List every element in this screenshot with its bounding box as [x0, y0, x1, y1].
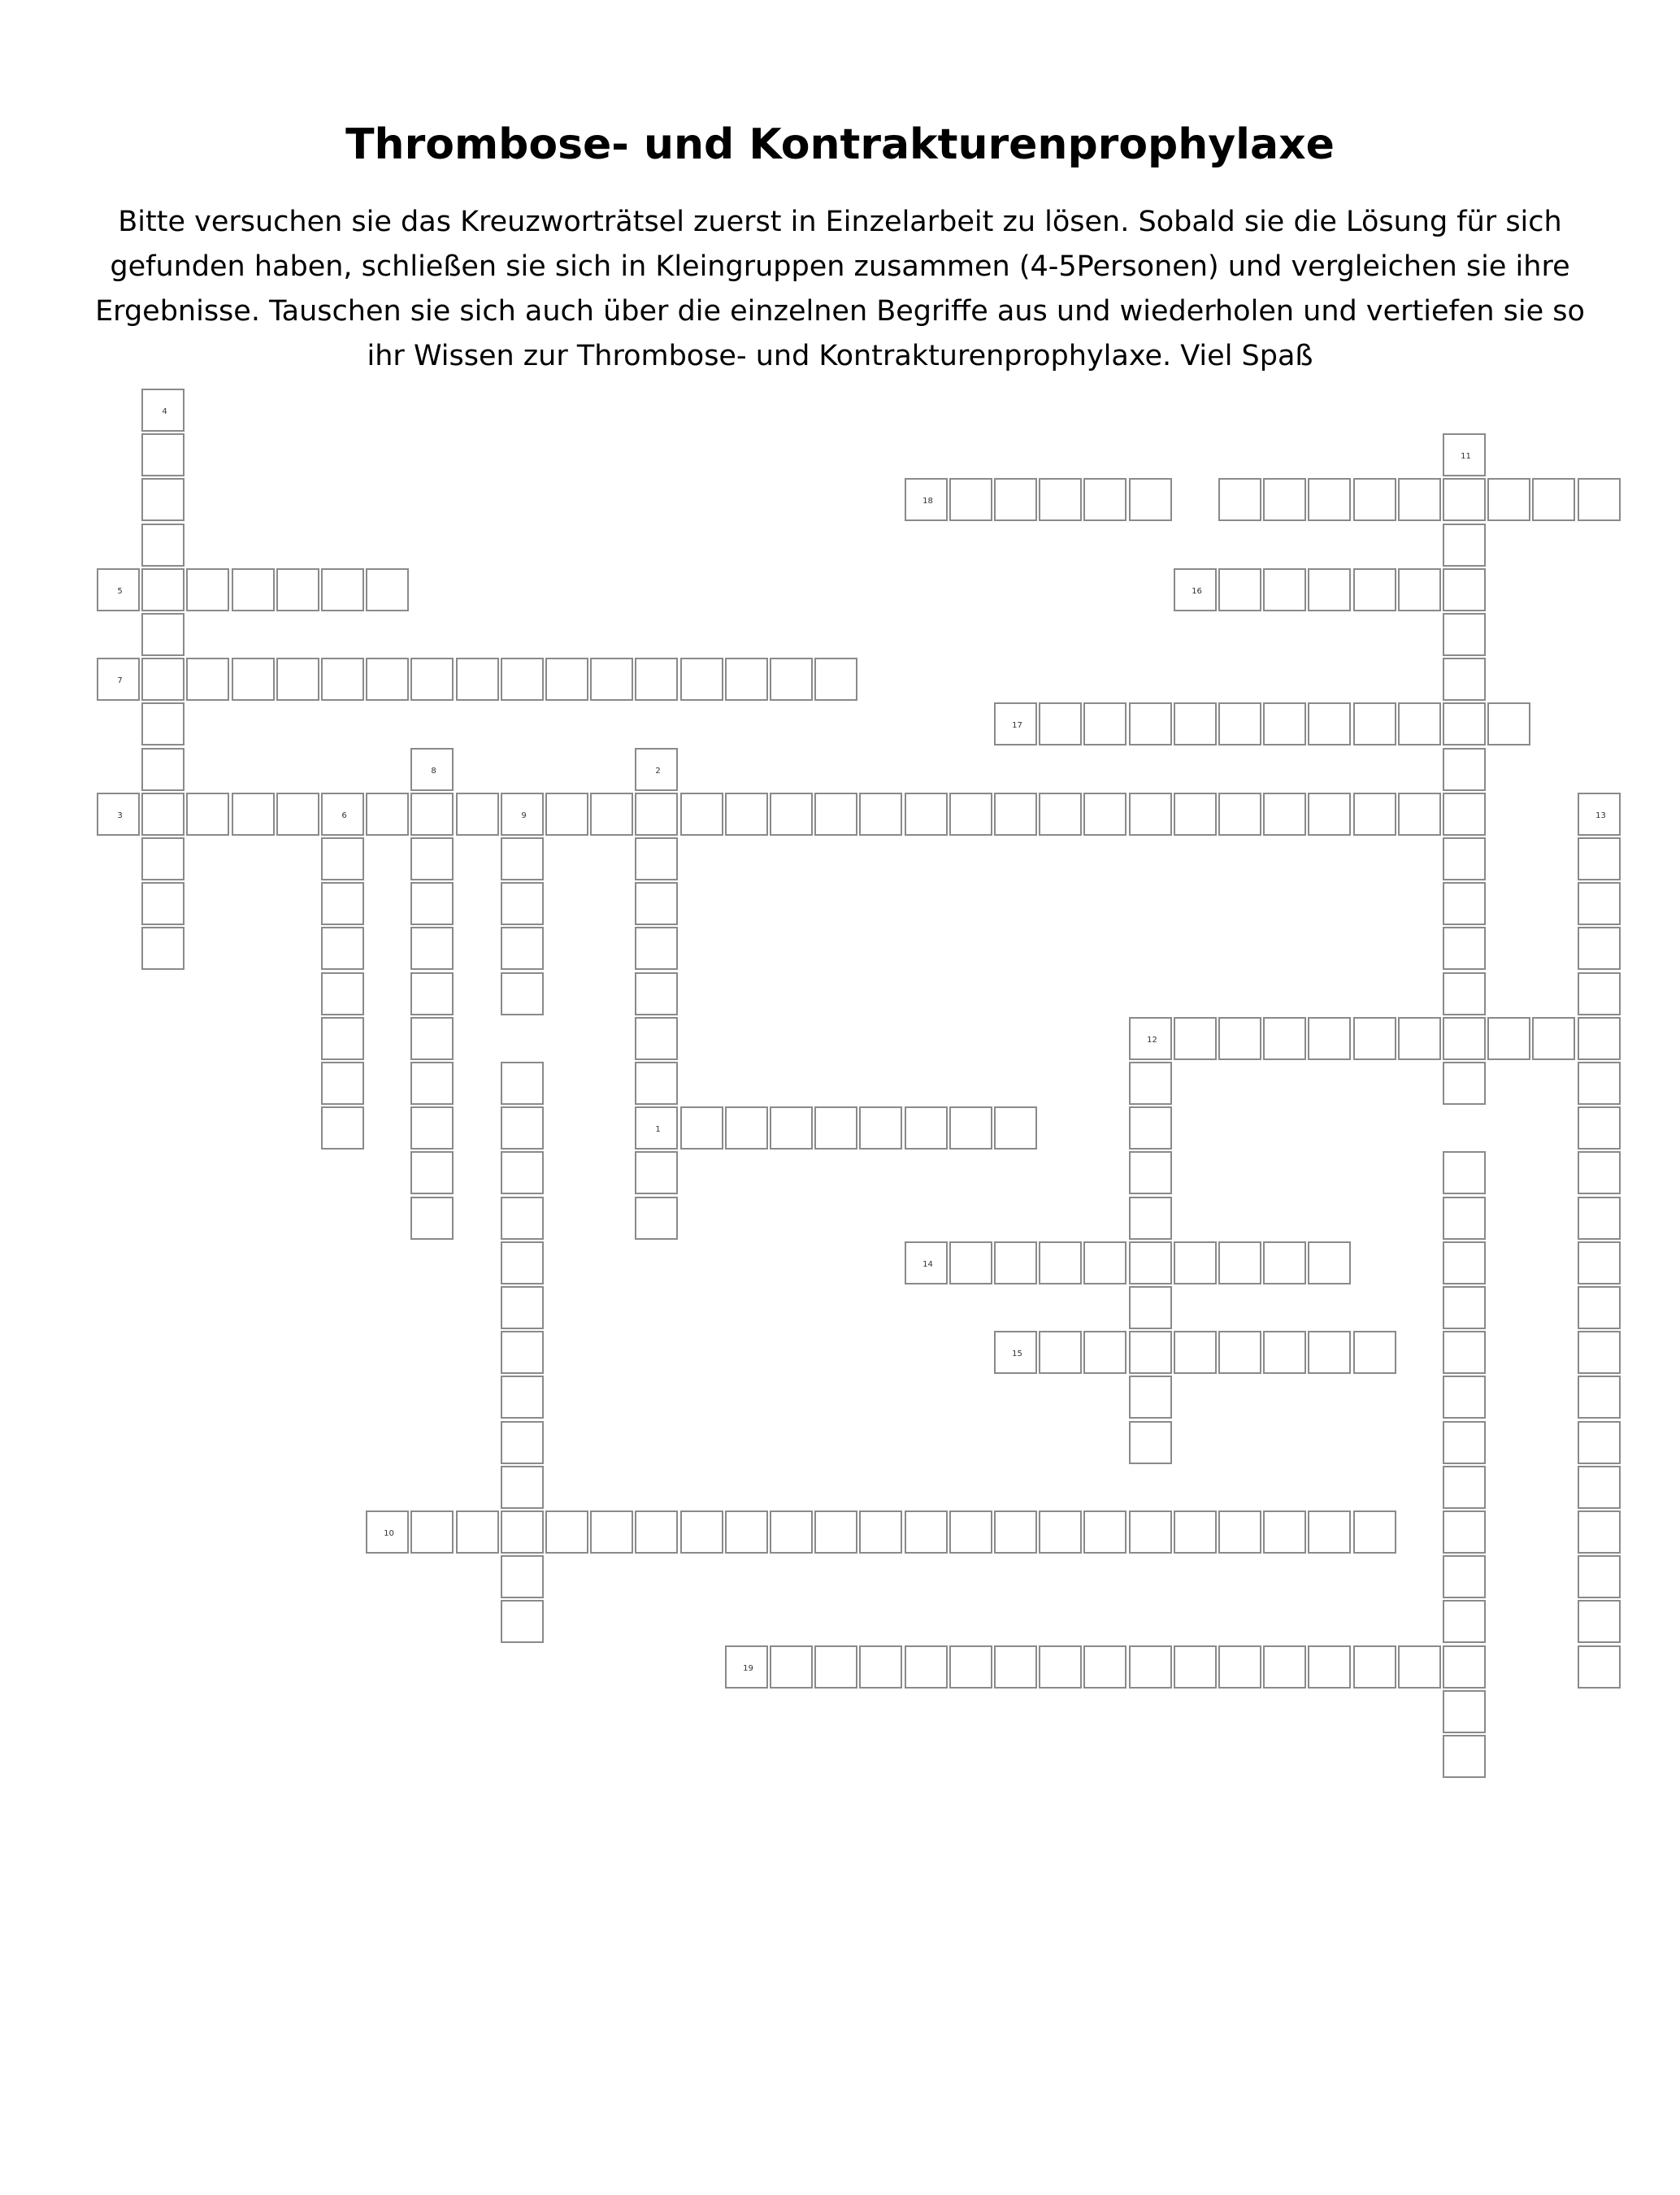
crossword-cell[interactable]: [1443, 433, 1486, 476]
crossword-cell[interactable]: [1443, 748, 1486, 791]
crossword-cell[interactable]: [321, 1106, 364, 1150]
crossword-cell[interactable]: [1353, 478, 1396, 521]
clue-number: 3: [117, 811, 123, 820]
crossword-cell[interactable]: [1129, 1286, 1172, 1329]
crossword-cell[interactable]: [1443, 1376, 1486, 1419]
crossword-cell[interactable]: [1578, 837, 1621, 880]
crossword-cell[interactable]: [1174, 1241, 1217, 1284]
crossword-cell[interactable]: [635, 882, 678, 925]
crossword-cell[interactable]: [1174, 1645, 1217, 1689]
crossword-cell[interactable]: [1578, 1645, 1621, 1689]
crossword-cell[interactable]: [1039, 478, 1082, 521]
crossword-cell[interactable]: [1129, 1106, 1172, 1150]
crossword-cell[interactable]: [1174, 793, 1217, 836]
crossword-cell[interactable]: [1578, 1376, 1621, 1419]
crossword-cell[interactable]: [410, 1106, 454, 1150]
crossword-cell[interactable]: [141, 748, 184, 791]
crossword-cell[interactable]: [141, 658, 184, 701]
crossword-cell[interactable]: [905, 1510, 948, 1554]
crossword-cell[interactable]: [1308, 478, 1351, 521]
crossword-cell[interactable]: [410, 882, 454, 925]
crossword-cell[interactable]: [276, 658, 319, 701]
crossword-cell[interactable]: [590, 658, 633, 701]
crossword-cell[interactable]: [1039, 1241, 1082, 1284]
crossword-cell[interactable]: [141, 389, 184, 432]
crossword-cell[interactable]: [1443, 1510, 1486, 1554]
crossword-cell[interactable]: [1578, 1466, 1621, 1509]
crossword-cell[interactable]: [1129, 1645, 1172, 1689]
crossword-cell[interactable]: [410, 1017, 454, 1060]
crossword-cell[interactable]: [725, 1106, 768, 1150]
crossword-cell[interactable]: [1443, 1197, 1486, 1240]
crossword-cell[interactable]: [456, 793, 499, 836]
crossword-cell[interactable]: [1129, 1017, 1172, 1060]
crossword-cell[interactable]: [1353, 1510, 1396, 1554]
crossword-cell[interactable]: [410, 658, 454, 701]
clue-number: 19: [743, 1664, 753, 1673]
crossword-cell[interactable]: [321, 882, 364, 925]
crossword-cell[interactable]: [1263, 1331, 1306, 1374]
crossword-cell[interactable]: [1218, 793, 1261, 836]
crossword-cell[interactable]: [949, 1510, 992, 1554]
crossword-cell[interactable]: [1083, 1241, 1127, 1284]
crossword-cell[interactable]: [1129, 793, 1172, 836]
crossword-cell[interactable]: [1353, 568, 1396, 611]
crossword-cell[interactable]: [1443, 1062, 1486, 1105]
crossword-cell[interactable]: [1443, 478, 1486, 521]
crossword-cell[interactable]: [456, 1510, 499, 1554]
crossword-cell[interactable]: [814, 793, 857, 836]
crossword-cell[interactable]: [1578, 478, 1621, 521]
crossword-cell[interactable]: [680, 1106, 723, 1150]
crossword-cell[interactable]: [1129, 1376, 1172, 1419]
crossword-cell[interactable]: [1083, 1645, 1127, 1689]
crossword-cell[interactable]: [1083, 793, 1127, 836]
clue-number: 8: [431, 767, 436, 776]
crossword-cell[interactable]: [1129, 478, 1172, 521]
clue-number: 18: [922, 497, 933, 506]
crossword-cell[interactable]: [501, 1286, 544, 1329]
crossword-cell[interactable]: [1578, 1555, 1621, 1598]
crossword-cell[interactable]: [410, 1510, 454, 1554]
crossword-cell[interactable]: [814, 658, 857, 701]
crossword-cell[interactable]: [501, 1106, 544, 1150]
crossword-cell[interactable]: [410, 927, 454, 970]
crossword-cell[interactable]: [501, 972, 544, 1015]
crossword-cell[interactable]: [859, 793, 902, 836]
crossword-cell[interactable]: [905, 1241, 948, 1284]
crossword-cell[interactable]: [635, 972, 678, 1015]
clue-number: 16: [1192, 587, 1202, 596]
crossword-cell[interactable]: [1443, 1421, 1486, 1464]
crossword-cell[interactable]: [1039, 793, 1082, 836]
crossword-cell[interactable]: [501, 793, 544, 836]
crossword-cell[interactable]: [1218, 1510, 1261, 1554]
crossword-cell[interactable]: [321, 568, 364, 611]
crossword-cell[interactable]: [545, 793, 588, 836]
crossword-cell[interactable]: [680, 658, 723, 701]
crossword-cell[interactable]: [994, 793, 1037, 836]
crossword-cell[interactable]: [1443, 1241, 1486, 1284]
crossword-cell[interactable]: [232, 658, 275, 701]
crossword-cell[interactable]: [276, 793, 319, 836]
crossword-cell[interactable]: [1129, 1421, 1172, 1464]
crossword-cell[interactable]: [501, 882, 544, 925]
crossword-cell[interactable]: [635, 658, 678, 701]
crossword-cell[interactable]: [859, 1510, 902, 1554]
crossword-cell[interactable]: [949, 1241, 992, 1284]
crossword-cell[interactable]: [501, 1421, 544, 1464]
crossword-cell[interactable]: [1039, 1645, 1082, 1689]
crossword-cell[interactable]: [141, 524, 184, 567]
crossword-cell[interactable]: [545, 658, 588, 701]
crossword-cell[interactable]: [97, 793, 140, 836]
crossword-cell[interactable]: [949, 1645, 992, 1689]
clue-number: 10: [384, 1529, 394, 1538]
crossword-cell[interactable]: [994, 1510, 1037, 1554]
crossword-cell[interactable]: [366, 1510, 409, 1554]
crossword-cell[interactable]: [1174, 1510, 1217, 1554]
crossword-cell[interactable]: [1263, 793, 1306, 836]
crossword-cell[interactable]: [1443, 1690, 1486, 1733]
page-title: Thrombose- und Kontrakturenprophylaxe: [345, 120, 1335, 169]
crossword-cell[interactable]: [994, 702, 1037, 745]
crossword-cell[interactable]: [141, 837, 184, 880]
crossword-cell[interactable]: [1578, 1331, 1621, 1374]
crossword-cell[interactable]: [905, 1645, 948, 1689]
crossword-cell[interactable]: [1443, 1555, 1486, 1598]
crossword-cell[interactable]: [1578, 1241, 1621, 1284]
crossword-cell[interactable]: [1174, 702, 1217, 745]
crossword-cell[interactable]: [545, 1510, 588, 1554]
crossword-cell[interactable]: [1308, 793, 1351, 836]
crossword-cell[interactable]: [635, 1062, 678, 1105]
crossword-cell[interactable]: [1487, 478, 1530, 521]
crossword-cell[interactable]: [590, 793, 633, 836]
clue-number: 14: [922, 1260, 933, 1269]
crossword-cell[interactable]: [1129, 1197, 1172, 1240]
crossword-cell[interactable]: [725, 658, 768, 701]
crossword-cell[interactable]: [410, 748, 454, 791]
clue-number: 7: [117, 676, 123, 685]
crossword-cell[interactable]: [1039, 1510, 1082, 1554]
crossword-cell[interactable]: [1578, 1421, 1621, 1464]
crossword-cell[interactable]: [1308, 702, 1351, 745]
crossword-cell[interactable]: [1443, 927, 1486, 970]
clue-number: 17: [1012, 721, 1022, 730]
crossword-cell[interactable]: [1532, 478, 1575, 521]
crossword-cell[interactable]: [994, 1645, 1037, 1689]
crossword-cell[interactable]: [1578, 972, 1621, 1015]
crossword-cell[interactable]: [680, 1510, 723, 1554]
crossword-cell[interactable]: [1263, 702, 1306, 745]
crossword-cell[interactable]: [1129, 1331, 1172, 1374]
crossword-cell[interactable]: [232, 568, 275, 611]
crossword-cell[interactable]: [1129, 1510, 1172, 1554]
crossword-cell[interactable]: [635, 1510, 678, 1554]
crossword-cell[interactable]: [1578, 1062, 1621, 1105]
crossword-cell[interactable]: [141, 613, 184, 656]
crossword-cell[interactable]: [1083, 478, 1127, 521]
crossword-cell[interactable]: [814, 1106, 857, 1150]
crossword-cell[interactable]: [635, 837, 678, 880]
crossword-cell[interactable]: [1487, 702, 1530, 745]
crossword-cell[interactable]: [1083, 702, 1127, 745]
crossword-cell[interactable]: [141, 568, 184, 611]
crossword-cell[interactable]: [1308, 1017, 1351, 1060]
crossword-cell[interactable]: [366, 793, 409, 836]
crossword-cell[interactable]: [1129, 1062, 1172, 1105]
crossword-cell[interactable]: [635, 1017, 678, 1060]
crossword-cell[interactable]: [1263, 1017, 1306, 1060]
crossword-cell[interactable]: [410, 972, 454, 1015]
crossword-cell[interactable]: [1578, 927, 1621, 970]
crossword-cell[interactable]: [410, 1062, 454, 1105]
crossword-cell[interactable]: [1218, 568, 1261, 611]
crossword-cell[interactable]: [949, 793, 992, 836]
crossword-cell[interactable]: [635, 927, 678, 970]
crossword-cell[interactable]: [1353, 1017, 1396, 1060]
crossword-cell[interactable]: [590, 1510, 633, 1554]
crossword-cell[interactable]: [501, 1600, 544, 1643]
crossword-cell[interactable]: [1443, 702, 1486, 745]
crossword-cell[interactable]: [1398, 1017, 1441, 1060]
clue-number: 11: [1461, 452, 1471, 461]
crossword-cell[interactable]: [410, 1151, 454, 1194]
crossword-cell[interactable]: [1308, 1331, 1351, 1374]
crossword-cell[interactable]: [635, 1197, 678, 1240]
crossword-cell[interactable]: [501, 1151, 544, 1194]
crossword-cell[interactable]: [1443, 1600, 1486, 1643]
crossword-cell[interactable]: [1174, 1017, 1217, 1060]
crossword-cell[interactable]: [1308, 568, 1351, 611]
clue-number: 4: [162, 407, 167, 416]
crossword-cell[interactable]: [1308, 1645, 1351, 1689]
crossword-cell[interactable]: [859, 1645, 902, 1689]
crossword-cell[interactable]: [321, 972, 364, 1015]
crossword-cell[interactable]: [1218, 702, 1261, 745]
clue-number: 15: [1012, 1350, 1022, 1358]
crossword-cell[interactable]: [1083, 1510, 1127, 1554]
crossword-cell[interactable]: [366, 568, 409, 611]
crossword-cell[interactable]: [1263, 478, 1306, 521]
crossword-cell[interactable]: [97, 568, 140, 611]
crossword-cell[interactable]: [1263, 1645, 1306, 1689]
crossword-cell[interactable]: [501, 1376, 544, 1419]
crossword-cell[interactable]: [232, 793, 275, 836]
crossword-cell[interactable]: [501, 1241, 544, 1284]
crossword-cell[interactable]: [1487, 1017, 1530, 1060]
crossword-cell[interactable]: [141, 882, 184, 925]
crossword-cell[interactable]: [1398, 478, 1441, 521]
crossword-cell[interactable]: [186, 658, 229, 701]
crossword-cell[interactable]: [1174, 568, 1217, 611]
crossword-cell[interactable]: [321, 658, 364, 701]
crossword-cell[interactable]: [949, 478, 992, 521]
crossword-cell[interactable]: [1129, 702, 1172, 745]
crossword-cell[interactable]: [770, 658, 813, 701]
crossword-cell[interactable]: [410, 793, 454, 836]
crossword-cell[interactable]: [1353, 1645, 1396, 1689]
crossword-cell[interactable]: [1398, 793, 1441, 836]
crossword-cell[interactable]: [680, 793, 723, 836]
crossword-cell[interactable]: [321, 837, 364, 880]
crossword-cell[interactable]: [635, 793, 678, 836]
crossword-cell[interactable]: [1443, 524, 1486, 567]
crossword-cell[interactable]: [635, 1151, 678, 1194]
crossword-cell[interactable]: [1443, 1645, 1486, 1689]
crossword-cell[interactable]: [1218, 1241, 1261, 1284]
crossword-cell[interactable]: [501, 658, 544, 701]
crossword-cell[interactable]: [770, 1106, 813, 1150]
clue-number: 12: [1147, 1036, 1157, 1045]
crossword-cell[interactable]: [814, 1510, 857, 1554]
crossword-cell[interactable]: [725, 1645, 768, 1689]
clue-number: 6: [341, 811, 347, 820]
crossword-cell[interactable]: [321, 793, 364, 836]
crossword-cell[interactable]: [635, 1106, 678, 1150]
crossword-cell[interactable]: [1443, 1331, 1486, 1374]
crossword-cell[interactable]: [1443, 1286, 1486, 1329]
crossword-cell[interactable]: [814, 1645, 857, 1689]
crossword-cell[interactable]: [410, 837, 454, 880]
crossword-cell[interactable]: [501, 1510, 544, 1554]
crossword-cell[interactable]: [725, 793, 768, 836]
crossword-cell[interactable]: [321, 1017, 364, 1060]
crossword-cell[interactable]: [1578, 1106, 1621, 1150]
crossword-cell[interactable]: [501, 837, 544, 880]
crossword-cell[interactable]: [97, 658, 140, 701]
crossword-cell[interactable]: [1532, 1017, 1575, 1060]
crossword-cell[interactable]: [1443, 837, 1486, 880]
crossword-cell[interactable]: [1578, 1197, 1621, 1240]
clue-number: 2: [655, 767, 661, 776]
crossword-cell[interactable]: [501, 1062, 544, 1105]
crossword-cell[interactable]: [1443, 1466, 1486, 1509]
crossword-cell[interactable]: [1578, 1510, 1621, 1554]
crossword-cell[interactable]: [1263, 568, 1306, 611]
crossword-cell[interactable]: [1578, 882, 1621, 925]
crossword-cell[interactable]: [1174, 1331, 1217, 1374]
crossword-cell[interactable]: [770, 1510, 813, 1554]
crossword-cell[interactable]: [1578, 793, 1621, 836]
crossword-cell[interactable]: [1039, 1331, 1082, 1374]
crossword-cell[interactable]: [1263, 1241, 1306, 1284]
crossword-cell[interactable]: [635, 748, 678, 791]
crossword-cell[interactable]: [186, 568, 229, 611]
crossword-cell[interactable]: [1218, 1017, 1261, 1060]
crossword-cell[interactable]: [501, 1331, 544, 1374]
crossword-cell[interactable]: [1398, 702, 1441, 745]
crossword-cell[interactable]: [1308, 1510, 1351, 1554]
crossword-cell[interactable]: [1443, 1017, 1486, 1060]
crossword-cell[interactable]: [994, 1106, 1037, 1150]
crossword-cell[interactable]: [1308, 1241, 1351, 1284]
crossword-cell[interactable]: [1443, 1735, 1486, 1778]
crossword-cell[interactable]: [1578, 1286, 1621, 1329]
crossword-cell[interactable]: [770, 1645, 813, 1689]
clue-number: 13: [1595, 811, 1606, 820]
crossword-cell[interactable]: [905, 793, 948, 836]
crossword-cell[interactable]: [1218, 1331, 1261, 1374]
crossword-cell[interactable]: [141, 478, 184, 521]
crossword-cell[interactable]: [456, 658, 499, 701]
clue-number: 9: [521, 811, 527, 820]
crossword-cell[interactable]: [1578, 1151, 1621, 1194]
crossword-cell[interactable]: [1443, 568, 1486, 611]
crossword-cell[interactable]: [1039, 702, 1082, 745]
crossword-cell[interactable]: [905, 478, 948, 521]
crossword-cell[interactable]: [1443, 1151, 1486, 1194]
crossword-cell[interactable]: [994, 1241, 1037, 1284]
crossword-cell[interactable]: [141, 793, 184, 836]
crossword-cell[interactable]: [770, 793, 813, 836]
crossword-cell[interactable]: [1129, 1241, 1172, 1284]
crossword-cell[interactable]: [1398, 1645, 1441, 1689]
crossword-cell[interactable]: [1578, 1600, 1621, 1643]
instructions-text: Bitte versuchen sie das Kreuzworträtsel zuerst in Einzelarbeit zu lösen. Sobald sie die Lösung für sich gefunden haben, schließen sie sich in Kleingruppen zusammen (4-5Personen) und vergleichen sie ihre Ergebnisse. Tauschen sie sich auch über die einzelnen Begriffe aus und wiederholen und vertiefen sie so ihr Wissen zur Thrombose- und Kontrakturenprophylaxe. Viel Spaß: [95, 206, 1585, 372]
crossword-cell[interactable]: [1129, 1151, 1172, 1194]
crossword-cell[interactable]: [1443, 882, 1486, 925]
crossword-cell[interactable]: [905, 1106, 948, 1150]
clue-number: 1: [655, 1125, 661, 1134]
crossword-cell[interactable]: [501, 927, 544, 970]
crossword-cell[interactable]: [186, 793, 229, 836]
crossword-cell[interactable]: [1398, 568, 1441, 611]
crossword-cell[interactable]: [859, 1106, 902, 1150]
crossword-cell[interactable]: [141, 433, 184, 476]
crossword-cell[interactable]: [725, 1510, 768, 1554]
crossword-cell[interactable]: [1353, 702, 1396, 745]
clue-number: 5: [117, 587, 123, 596]
crossword-cell[interactable]: [1578, 1017, 1621, 1060]
crossword-cell[interactable]: [1443, 972, 1486, 1015]
crossword-cell[interactable]: [1443, 613, 1486, 656]
crossword-cell[interactable]: [501, 1555, 544, 1598]
crossword-cell[interactable]: [1263, 1510, 1306, 1554]
crossword-cell[interactable]: [1353, 793, 1396, 836]
crossword-cell[interactable]: [141, 702, 184, 745]
crossword-cell[interactable]: [410, 1197, 454, 1240]
crossword-cell[interactable]: [501, 1466, 544, 1509]
crossword-cell[interactable]: [366, 658, 409, 701]
crossword-cell[interactable]: [949, 1106, 992, 1150]
crossword-cell[interactable]: [994, 478, 1037, 521]
crossword-cell[interactable]: [1218, 478, 1261, 521]
crossword-cell[interactable]: [321, 927, 364, 970]
crossword-cell[interactable]: [321, 1062, 364, 1105]
crossword-cell[interactable]: [994, 1331, 1037, 1374]
crossword-cell[interactable]: [1443, 658, 1486, 701]
crossword-cell[interactable]: [141, 927, 184, 970]
crossword-cell[interactable]: [501, 1197, 544, 1240]
crossword-cell[interactable]: [276, 568, 319, 611]
crossword-cell[interactable]: [1083, 1331, 1127, 1374]
crossword-cell[interactable]: [1353, 1331, 1396, 1374]
crossword-cell[interactable]: [1443, 793, 1486, 836]
crossword-cell[interactable]: [1218, 1645, 1261, 1689]
